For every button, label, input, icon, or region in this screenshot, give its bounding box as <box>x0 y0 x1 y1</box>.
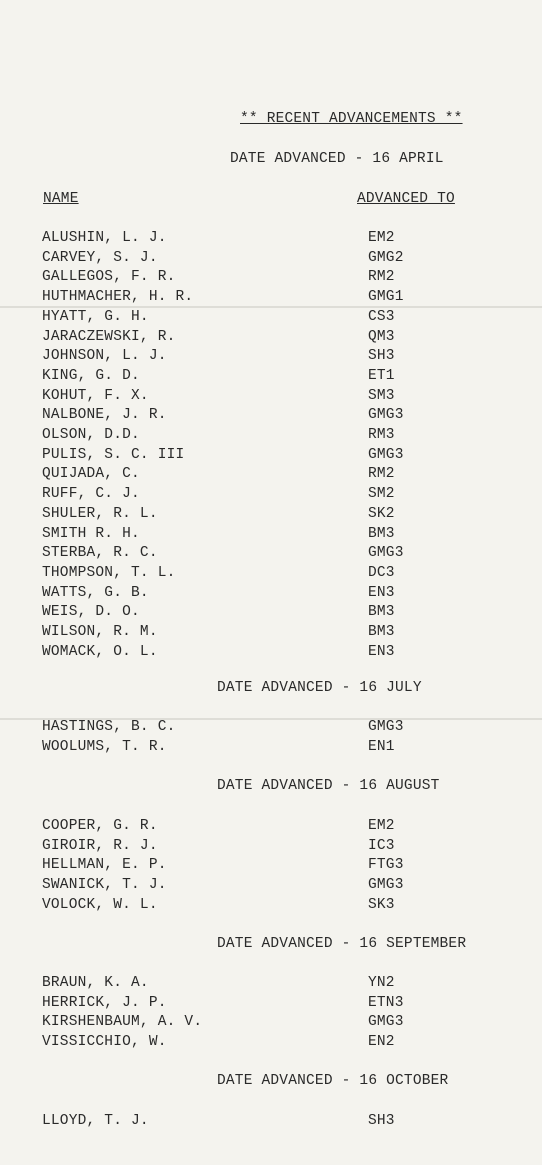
advanced-rate: ET1 <box>368 367 395 384</box>
section-date-heading: DATE ADVANCED - 16 AUGUST <box>217 778 440 794</box>
advanced-rate: IC3 <box>368 837 395 854</box>
member-name: SWANICK, T. J. <box>42 877 167 894</box>
column-header-name: NAME <box>43 191 79 207</box>
member-name: HUTHMACHER, H. R. <box>42 289 194 306</box>
advanced-rate: BM3 <box>368 604 395 621</box>
member-name: SMITH R. H. <box>42 525 140 542</box>
member-name: PULIS, S. C. III <box>42 446 185 463</box>
member-name: KING, G. D. <box>42 367 140 384</box>
member-name: WATTS, G. B. <box>42 584 149 601</box>
member-name: JARACZEWSKI, R. <box>42 328 176 345</box>
member-name: KOHUT, F. X. <box>42 387 149 404</box>
section-date-heading: DATE ADVANCED - 16 SEPTEMBER <box>217 936 467 952</box>
advanced-rate: DC3 <box>368 564 395 581</box>
member-name: SHULER, R. L. <box>42 505 158 522</box>
member-name: CARVEY, S. J. <box>42 249 158 266</box>
column-header-advanced-to: ADVANCED TO <box>357 191 455 207</box>
section-date-heading: DATE ADVANCED - 16 JULY <box>217 680 422 696</box>
advanced-rate: EN3 <box>368 584 395 601</box>
advanced-rate: FTG3 <box>368 857 404 874</box>
advanced-rate: BM3 <box>368 624 395 640</box>
member-name: OLSON, D.D. <box>42 427 140 443</box>
member-name: LLOYD, T. J. <box>42 1113 149 1129</box>
section-date-heading: DATE ADVANCED - 16 APRIL <box>230 151 444 167</box>
advanced-rate: SK2 <box>368 505 395 522</box>
member-name: WOOLUMS, T. R. <box>42 738 167 755</box>
advanced-rate: GMG3 <box>368 719 404 735</box>
member-name: NALBONE, J. R. <box>42 407 167 424</box>
advanced-rate: BM3 <box>368 525 395 542</box>
advanced-rate: GMG3 <box>368 407 404 424</box>
member-name: BRAUN, K. A. <box>42 975 149 991</box>
advanced-rate: QM3 <box>368 328 395 345</box>
member-name: WOMACK, O. L. <box>42 643 158 660</box>
member-name: QUIJADA, C. <box>42 466 140 483</box>
member-name: RUFF, C. J. <box>42 486 140 503</box>
advanced-rate: GMG2 <box>368 249 404 266</box>
document-title: ** RECENT ADVANCEMENTS ** <box>240 111 463 127</box>
advanced-rate: SH3 <box>368 1113 395 1129</box>
advanced-rate: EN2 <box>368 1034 395 1051</box>
member-name: VISSICCHIO, W. <box>42 1034 167 1051</box>
member-name: HASTINGS, B. C. <box>42 719 176 735</box>
advanced-rate: EN3 <box>368 643 395 660</box>
advanced-rate: EM2 <box>368 818 395 834</box>
member-name: HERRICK, J. P. <box>42 994 167 1011</box>
member-name: ALUSHIN, L. J. <box>42 230 167 246</box>
advanced-rate: ETN3 <box>368 994 404 1011</box>
advanced-rate: RM3 <box>368 427 395 443</box>
advanced-rate: SH3 <box>368 348 395 365</box>
section-date-heading: DATE ADVANCED - 16 OCTOBER <box>217 1073 449 1089</box>
member-name: HYATT, G. H. <box>42 308 149 325</box>
advanced-rate: GMG1 <box>368 289 404 306</box>
advanced-rate: YN2 <box>368 975 395 991</box>
advanced-rate: GMG3 <box>368 1014 404 1031</box>
advanced-rate: SK3 <box>368 896 395 913</box>
advanced-rate: GMG3 <box>368 545 404 562</box>
advanced-rate: GMG3 <box>368 446 404 463</box>
member-name: KIRSHENBAUM, A. V. <box>42 1014 203 1031</box>
advanced-rate: SM2 <box>368 486 395 503</box>
advanced-rate: SM3 <box>368 387 395 404</box>
member-name: GIROIR, R. J. <box>42 837 158 854</box>
member-name: WILSON, R. M. <box>42 624 158 640</box>
advanced-rate: RM2 <box>368 269 395 286</box>
advanced-rate: EN1 <box>368 738 395 755</box>
member-name: VOLOCK, W. L. <box>42 896 158 913</box>
advanced-rate: RM2 <box>368 466 395 483</box>
member-name: COOPER, G. R. <box>42 818 158 834</box>
member-name: GALLEGOS, F. R. <box>42 269 176 286</box>
member-name: WEIS, D. O. <box>42 604 140 621</box>
advanced-rate: GMG3 <box>368 877 404 894</box>
advanced-rate: EM2 <box>368 230 395 246</box>
member-name: JOHNSON, L. J. <box>42 348 167 365</box>
member-name: STERBA, R. C. <box>42 545 158 562</box>
advanced-rate: CS3 <box>368 308 395 325</box>
member-name: THOMPSON, T. L. <box>42 564 176 581</box>
member-name: HELLMAN, E. P. <box>42 857 167 874</box>
